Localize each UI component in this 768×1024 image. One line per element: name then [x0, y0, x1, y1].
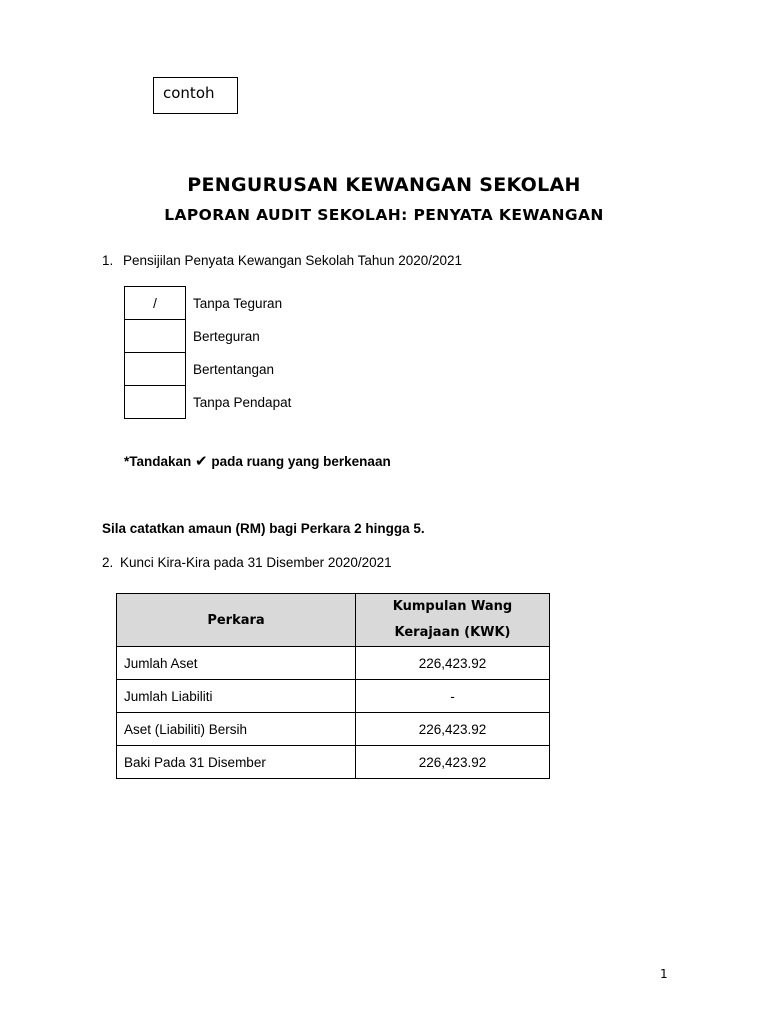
row-item: Baki Pada 31 Disember: [117, 746, 356, 779]
header-perkara: Perkara: [117, 594, 356, 647]
note-suffix: pada ruang yang berkenaan: [211, 454, 391, 469]
section-2-number: 2.: [102, 555, 114, 570]
row-value: 226,423.92: [356, 713, 550, 746]
option-label: Bertentangan: [193, 361, 275, 377]
section-2-heading: Kunci Kira-Kira pada 31 Disember 2020/2021: [120, 555, 392, 570]
header-kwk: [356, 594, 550, 647]
row-item: Jumlah Liabiliti: [117, 680, 356, 713]
section-1-heading: Pensijilan Penyata Kewangan Sekolah Tahun 2020/2021: [123, 253, 463, 268]
option-checkbox[interactable]: [125, 320, 186, 353]
amount-instruction: Sila catatkan amaun (RM) bagi Perkara 2 hingga 5.: [102, 521, 425, 536]
option-label: Tanpa Pendapat: [193, 394, 292, 410]
checkmark-icon: ✔: [195, 452, 208, 470]
contoh-label-box: [153, 77, 238, 114]
option-checkbox[interactable]: [125, 353, 186, 386]
row-value: -: [356, 680, 550, 713]
certification-options: [124, 286, 292, 419]
balance-sheet-table: [116, 593, 550, 779]
section-1-number: 1.: [102, 253, 114, 268]
option-label: Tanpa Teguran: [193, 295, 283, 311]
option-row: [125, 320, 292, 353]
option-row: [125, 287, 292, 320]
table-row: [117, 746, 550, 779]
contoh-label: contoh: [163, 84, 215, 102]
table-row: [117, 680, 550, 713]
document-title: PENGURUSAN KEWANGAN SEKOLAH: [187, 174, 581, 196]
header-kwk-line2: Kerajaan (KWK): [394, 625, 511, 640]
table-header-row: [117, 594, 550, 647]
row-item: Jumlah Aset: [117, 647, 356, 680]
page-number: 1: [660, 967, 668, 981]
table-row: [117, 647, 550, 680]
table-row: [117, 713, 550, 746]
document-subtitle: LAPORAN AUDIT SEKOLAH: PENYATA KEWANGAN: [164, 206, 604, 224]
note-prefix: *Tandakan: [124, 454, 192, 469]
option-checkbox[interactable]: [125, 386, 186, 419]
option-row: [125, 353, 292, 386]
option-checkbox[interactable]: /: [125, 287, 186, 320]
option-label: Berteguran: [193, 328, 260, 344]
option-row: [125, 386, 292, 419]
header-kwk-line1: Kumpulan Wang: [392, 599, 513, 614]
row-item: Aset (Liabiliti) Bersih: [117, 713, 356, 746]
tick-instruction-note: [124, 452, 391, 470]
row-value: 226,423.92: [356, 647, 550, 680]
row-value: 226,423.92: [356, 746, 550, 779]
